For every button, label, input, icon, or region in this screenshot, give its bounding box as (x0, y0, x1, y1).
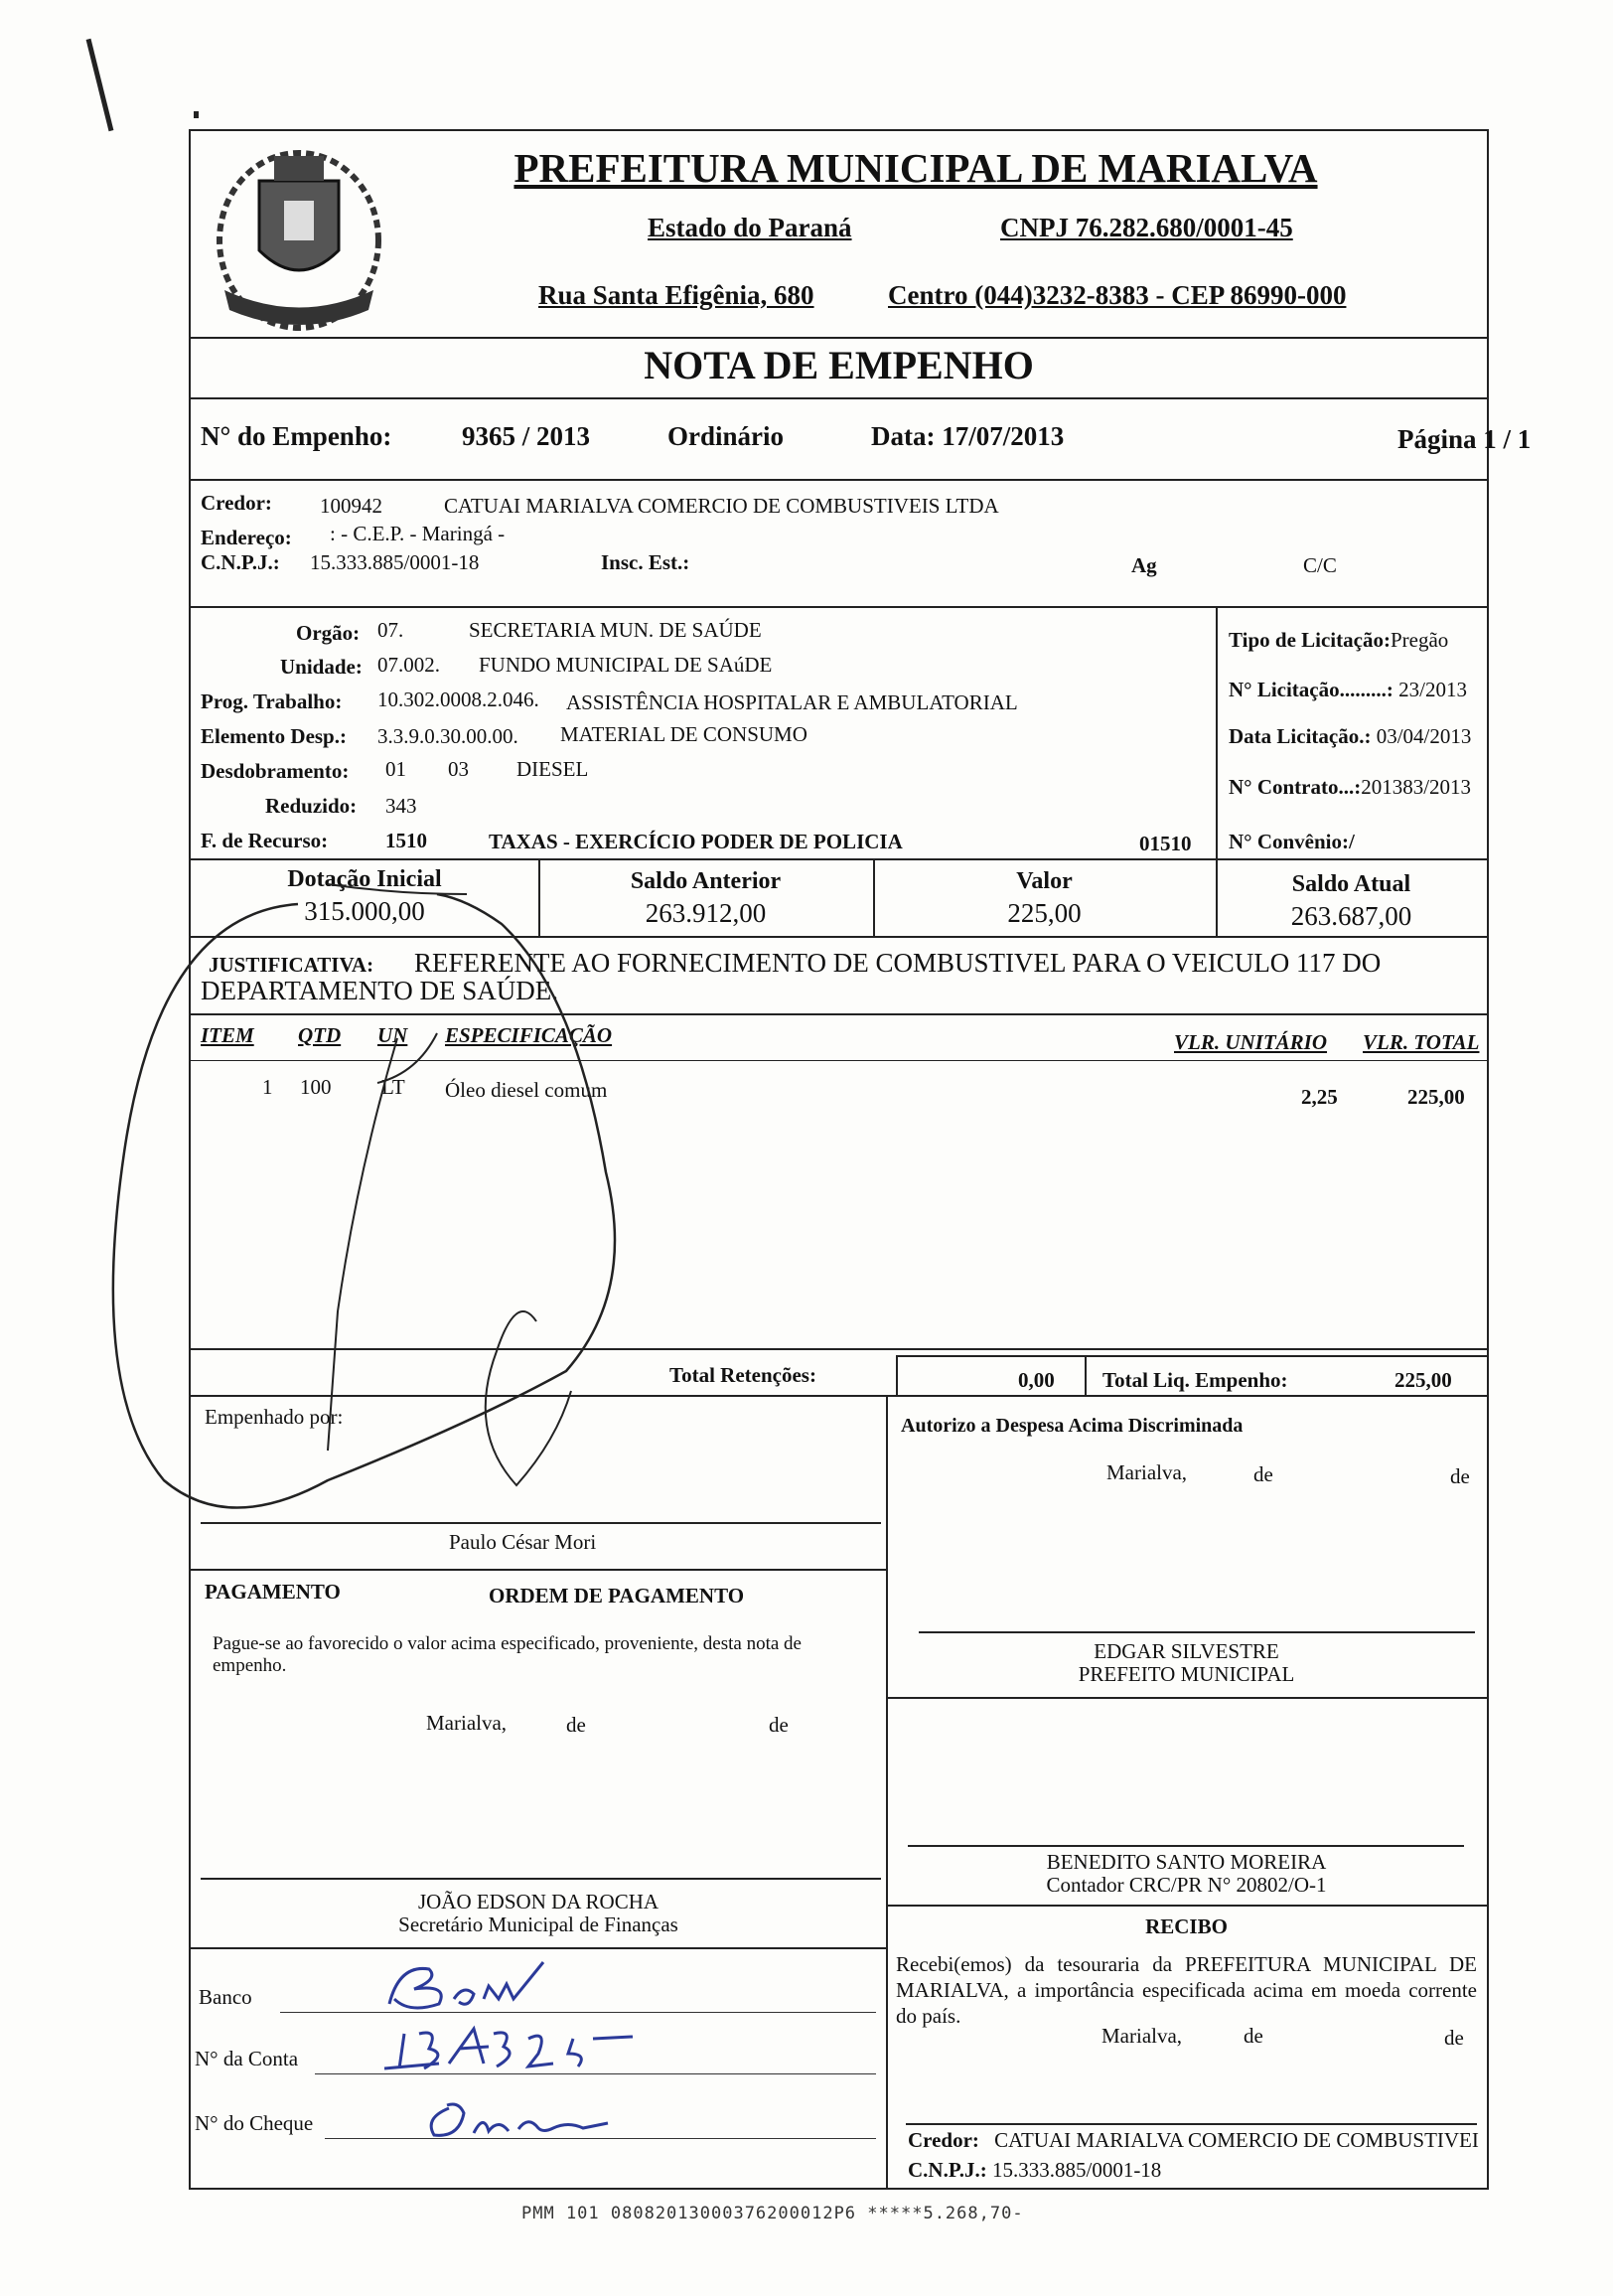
prog-trabalho-label: Prog. Trabalho: (201, 689, 343, 713)
credor-name: CATUAI MARIALVA COMERCIO DE COMBUSTIVEIS LTDA (444, 494, 999, 518)
recibo-cnpj-label: C.N.P.J.: (908, 2158, 987, 2182)
reduzido-value: 343 (385, 794, 417, 818)
saldo-anterior-label: Saldo Anterior (630, 868, 782, 894)
banco-label: Banco (199, 1985, 252, 2009)
licitacao-number-label-text: N° Licitação.........: (1229, 678, 1393, 701)
empenhado-por-label: Empenhado por: (205, 1405, 344, 1429)
autorizo-de-2: de (1450, 1464, 1470, 1488)
col-especificacao: ESPECIFICAÇÃO (445, 1023, 613, 1047)
empenho-date: Data: 17/07/2013 (871, 421, 1065, 451)
endereco-label: Endereço: (201, 526, 292, 549)
recurso-code: 1510 (385, 829, 427, 852)
pagamento-de-1: de (566, 1713, 586, 1737)
contrato-label-text: N° Contrato...: (1229, 775, 1362, 799)
pagamento-label: PAGAMENTO (205, 1580, 341, 1604)
orgao-name: SECRETARIA MUN. DE SAÚDE (469, 618, 762, 642)
ordem-pagamento-label: ORDEM DE PAGAMENTO (489, 1584, 745, 1607)
ag-label: Ag (1131, 553, 1157, 577)
col-qtd: QTD (298, 1023, 342, 1047)
col-vlr-unitario: VLR. UNITÁRIO (1174, 1030, 1328, 1054)
recibo-de-2: de (1444, 2026, 1464, 2050)
autorizo-city: Marialva, (1106, 1460, 1188, 1484)
recurso-label: F. de Recurso: (201, 829, 329, 852)
cheque-label: N° do Cheque (195, 2111, 314, 2135)
tipo-licitacao-label-text: Tipo de Licitação: (1229, 628, 1391, 652)
elemento-desp-code: 3.3.9.0.30.00.00. (377, 724, 518, 748)
recibo-label: RECIBO (1145, 1914, 1228, 1938)
prog-trabalho-name: ASSISTÊNCIA HOSPITALAR E AMBULATORIAL (566, 690, 1018, 714)
autorizo-label: Autorizo a Despesa Acima Discriminada (901, 1415, 1244, 1437)
item-vlr-total: 225,00 (1407, 1085, 1465, 1109)
address-contact: Centro (044)3232-8383 - CEP 86990-000 (888, 280, 1347, 310)
empenho-number: 9365 / 2013 (462, 421, 591, 451)
dotacao-inicial-value: 315.000,00 (304, 896, 425, 926)
street-address: Rua Santa Efigênia, 680 (538, 280, 814, 310)
recibo-credor-name: CATUAI MARIALVA COMERCIO DE COMBUSTIVEI (994, 2128, 1479, 2152)
dotacao-inicial-label: Dotação Inicial (287, 866, 442, 892)
pagamento-city: Marialva, (426, 1711, 508, 1735)
item-vlr-unitario: 2,25 (1301, 1085, 1338, 1109)
recibo-credor-label: Credor: (908, 2128, 979, 2152)
col-vlr-total: VLR. TOTAL (1363, 1030, 1480, 1054)
total-liq-empenho-label: Total Liq. Empenho: (1102, 1368, 1288, 1392)
orgao-label: Orgão: (296, 621, 361, 645)
desdobramento-label: Desdobramento: (201, 759, 350, 783)
credor-address: : - C.E.P. - Maringá - (330, 522, 506, 545)
prefeito-name: EDGAR SILVESTRE (1094, 1639, 1279, 1663)
recibo-de-1: de (1244, 2024, 1263, 2048)
empenho-type: Ordinário (667, 421, 785, 451)
recurso-name: TAXAS - EXERCÍCIO PODER DE POLICIA (489, 830, 903, 853)
prefeito-role: PREFEITO MUNICIPAL (1078, 1662, 1295, 1686)
data-licitacao-label-text: Data Licitação.: (1229, 724, 1372, 748)
empenhado-por-name: Paulo César Mori (449, 1530, 597, 1554)
unidade-code: 07.002. (377, 653, 440, 677)
secretario-role: Secretário Municipal de Finanças (398, 1913, 678, 1936)
autorizo-de-1: de (1253, 1462, 1273, 1486)
orgao-code: 07. (377, 618, 404, 642)
recibo-city: Marialva, (1101, 2024, 1183, 2048)
desdobramento-2: 03 (448, 757, 469, 781)
item-especificacao: Óleo diesel comum (445, 1078, 608, 1102)
recibo-text: Recebi(emos) da tesouraria da PREFEITURA MUNICIPAL DE MARIALVA, a importância especificada acima em moeda corrente do país. (896, 1952, 1477, 2028)
saldo-anterior-value: 263.912,00 (645, 898, 767, 928)
saldo-atual-value: 263.687,00 (1290, 901, 1412, 931)
col-item: ITEM (201, 1023, 254, 1047)
valor-value: 225,00 (1007, 898, 1082, 928)
contador-role: Contador CRC/PR N° 20802/O-1 (1046, 1873, 1327, 1897)
licitacao-number-value: 23/2013 (1398, 678, 1467, 701)
cnpj-label: C.N.P.J.: (201, 550, 280, 574)
unidade-name: FUNDO MUNICIPAL DE SAúDE (479, 653, 773, 677)
saldo-atual-label: Saldo Atual (1291, 871, 1411, 897)
total-retencoes-value: 0,00 (1018, 1368, 1055, 1392)
total-liq-empenho-value: 225,00 (1394, 1368, 1452, 1392)
prefeitura-cnpj: CNPJ 76.282.680/0001-45 (1000, 213, 1293, 242)
elemento-desp-name: MATERIAL DE CONSUMO (560, 722, 807, 746)
justificativa-line-2: DEPARTAMENTO DE SAÚDE. (201, 976, 558, 1005)
recurso-number: 01510 (1139, 832, 1192, 855)
item-number: 1 (262, 1075, 273, 1099)
item-un: LT (381, 1075, 405, 1099)
cc-label: C/C (1303, 553, 1337, 577)
credor-code: 100942 (320, 494, 382, 518)
state-name: Estado do Paraná (648, 213, 852, 242)
document-title: NOTA DE EMPENHO (644, 343, 1034, 387)
total-retencoes-label: Total Retenções: (669, 1363, 816, 1387)
footer-barcode-text: PMM 101 08082013000376200012P6 *****5.268,70- (521, 2204, 1024, 2223)
credor-label: Credor: (201, 491, 272, 515)
contador-name: BENEDITO SANTO MOREIRA (1046, 1850, 1327, 1874)
justificativa-line-1: REFERENTE AO FORNECIMENTO DE COMBUSTIVEL PARA O VEICULO 117 DO (414, 948, 1382, 978)
elemento-desp-label: Elemento Desp.: (201, 724, 347, 748)
contrato-value: 201383/2013 (1361, 775, 1472, 799)
unidade-label: Unidade: (280, 655, 363, 679)
conta-label: N° da Conta (195, 2047, 299, 2070)
tipo-licitacao-value: Pregão (1390, 628, 1449, 652)
insc-est-label: Insc. Est.: (601, 550, 690, 574)
valor-label: Valor (1016, 868, 1073, 894)
pagamento-text: Pague-se ao favorecido o valor acima especificado, proveniente, desta nota de empenho. (213, 1633, 802, 1676)
reduzido-label: Reduzido: (265, 794, 358, 818)
prog-trabalho-code: 10.302.0008.2.046. (377, 688, 539, 711)
justificativa-label: JUSTIFICATIVA: (209, 953, 374, 977)
pagamento-de-2: de (769, 1713, 789, 1737)
col-un: UN (377, 1023, 408, 1047)
empenho-number-label: N° do Empenho: (201, 421, 392, 451)
recibo-cnpj-value: 15.333.885/0001-18 (991, 2158, 1162, 2182)
convenio-label: N° Convênio:/ (1229, 830, 1355, 853)
desdobramento-1: 01 (385, 757, 406, 781)
desdobramento-name: DIESEL (516, 757, 589, 781)
credor-cnpj: 15.333.885/0001-18 (310, 550, 480, 574)
page-number: Página 1 / 1 (1397, 424, 1532, 454)
secretario-name: JOÃO EDSON DA ROCHA (417, 1890, 660, 1913)
prefeitura-title: PREFEITURA MUNICIPAL DE MARIALVA (513, 145, 1318, 191)
item-qtd: 100 (300, 1075, 332, 1099)
data-licitacao-value: 03/04/2013 (1376, 724, 1472, 748)
